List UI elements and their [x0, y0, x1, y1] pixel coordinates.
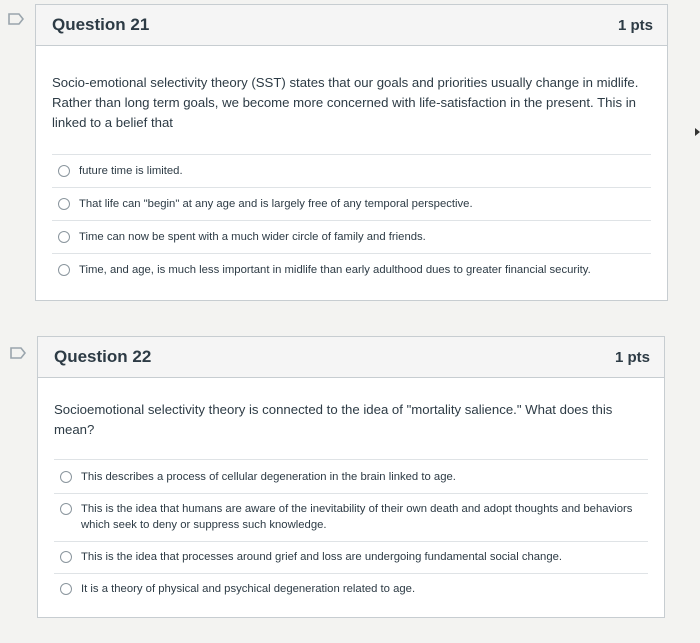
question-text: Socioemotional selectivity theory is connected to the idea of "mortality salience." What does this mean?: [54, 402, 613, 437]
answer-label: Time can now be spent with a much wider circle of family and friends.: [79, 231, 426, 243]
radio-button[interactable]: [60, 551, 72, 563]
answer-label: That life can "begin" at any age and is largely free of any temporal perspective.: [79, 198, 473, 210]
radio-button[interactable]: [58, 165, 70, 177]
radio-button[interactable]: [60, 583, 72, 595]
question-title: Question 21: [52, 15, 150, 34]
answer-list: [36, 154, 667, 286]
answer-option[interactable]: [52, 154, 651, 187]
answer-option[interactable]: [54, 573, 648, 605]
question-points: 1 pts: [614, 348, 650, 366]
flag-question-icon[interactable]: [8, 13, 24, 25]
question-22-card: [37, 336, 665, 618]
answer-option[interactable]: [54, 493, 648, 541]
radio-button[interactable]: [60, 503, 72, 515]
answer-label: Time, and age, is much less important in midlife than early adulthood dues to greater financial security.: [79, 264, 591, 276]
answer-label: This is the idea that humans are aware of the inevitability of their own death and adopt thoughts and behaviors which seek to deny or suppress such knowledge.: [81, 503, 633, 531]
question-points: 1 pts: [617, 16, 653, 34]
radio-button[interactable]: [58, 198, 70, 210]
question-21-card: [35, 4, 668, 301]
question-header: [38, 337, 664, 378]
answer-label: future time is limited.: [79, 165, 183, 177]
scroll-right-icon[interactable]: [695, 128, 700, 136]
question-title: Question 22: [54, 347, 152, 366]
answer-option[interactable]: [52, 187, 651, 220]
radio-button[interactable]: [58, 264, 70, 276]
answer-option[interactable]: [54, 459, 648, 493]
answer-option[interactable]: [54, 541, 648, 573]
flag-question-icon[interactable]: [10, 347, 26, 359]
answer-label: This describes a process of cellular degeneration in the brain linked to age.: [81, 471, 456, 483]
question-header: [36, 5, 667, 46]
radio-button[interactable]: [58, 231, 70, 243]
question-text: Socio-emotional selectivity theory (SST) states that our goals and priorities usually change in midlife. Rather than long term goals, we become more concerned with life-satisfaction in the present. This in linked to a belief that: [52, 75, 639, 130]
radio-button[interactable]: [60, 471, 72, 483]
answer-label: This is the idea that processes around grief and loss are undergoing fundamental social change.: [81, 551, 563, 563]
answer-option[interactable]: [52, 253, 651, 286]
answer-list: [38, 459, 664, 605]
answer-option[interactable]: [52, 220, 651, 253]
answer-label: It is a theory of physical and psychical degeneration related to age.: [81, 583, 416, 595]
